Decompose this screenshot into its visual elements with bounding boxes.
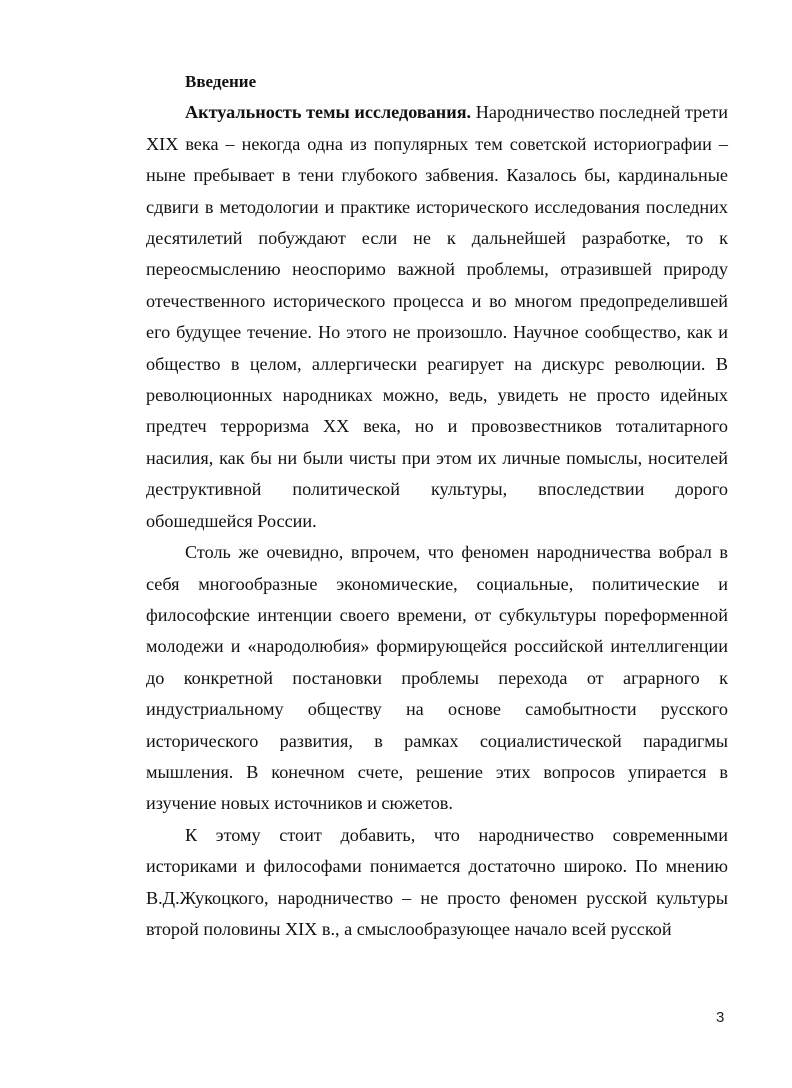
paragraph-3 xyxy=(146,820,728,946)
section-heading: Введение xyxy=(185,72,257,91)
page-content xyxy=(146,66,728,945)
paragraph-lead: Актуальность темы исследования. xyxy=(185,102,472,123)
paragraph-2 xyxy=(146,537,728,820)
page-number: 3 xyxy=(716,1009,725,1026)
paragraph-text: Народничество последней трети XIX века – некогда одна из популярных тем советской историографии – ныне пребывает в тени глубокого забвения. Казалось бы, кардинальные сдвиги в методологии и практике исторического исследования последних десятилетий побуждают если не к дальнейшей разработке, то к переосмыслению неоспоримо важной проблемы, отразившей природу отечественного исторического процесса и во многом предопределившей его будущее течение. Но этого не произошло. Научное сообщество, как и общество в целом, аллергически реагирует на дискурс революции. В революционных народниках можно, ведь, увидеть не просто идейных предтеч терроризма XX века, но и провозвестников тоталитарного насилия, как бы ни были чисты при этом их личные помыслы, носителей деструктивной политической культуры, впоследствии дорого обошедшейся России. xyxy=(146,102,728,531)
paragraph-text: Столь же очевидно, впрочем, что феномен народничества вобрал в себя многообразные экономические, социальные, политические и философские интенции своего времени, от субкультуры пореформенной молодежи и «народолюбия» формирующейся российской интеллигенции до конкретной постановки проблемы перехода от аграрного к индустриальному обществу на основе самобытности русского исторического развития, в рамках социалистической парадигмы мышления. В конечном счете, решение этих вопросов упирается в изучение новых источников и сюжетов. xyxy=(146,542,728,814)
paragraph-1 xyxy=(146,97,728,537)
paragraph-text: К этому стоит добавить, что народничество современными историками и философами понимается достаточно широко. По мнению В.Д.Жукоцкого, народничество – не просто феномен русской культуры второй половины XIX в., а смыслообразующее начало всей русской xyxy=(146,824,728,939)
